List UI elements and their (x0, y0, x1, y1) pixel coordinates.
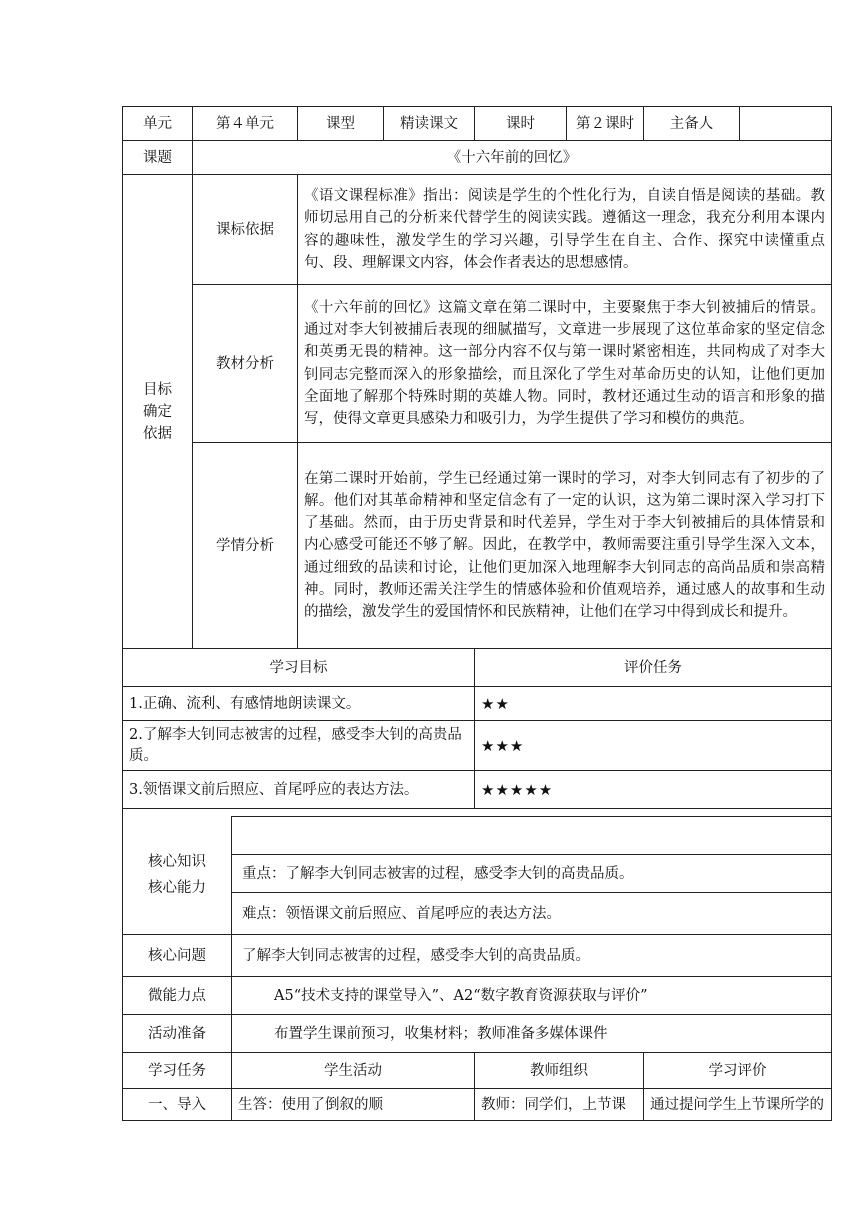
basis-text: 《语文课程标准》指出：阅读是学生的个性化行为，自读自悟是阅读的基础。教师切忌用自己的分析来代替学生的阅读实践。遵循这一理念，我充分利用本课内容的趣味性，激发学生的学习兴趣，引导学生在自主、合作、探究中读懂重点句、段、理解课文内容，体会作者表达的思想感情。 (298, 175, 832, 285)
core-row-1-value (232, 817, 832, 855)
core-label-line1: 核心知识 (148, 854, 206, 871)
key-point: 重点：了解李大钊同志被害的过程，感受李大钊的高贵品质。 (232, 855, 832, 893)
tasks-header-row (123, 1053, 832, 1089)
basis-text: 在第二课时开始前，学生已经通过第一课时的学习，对李大钊同志有了初步的了解。他们对其革命精神和坚定信念有了一定的认识，这为第二课时深入学习打下了基础。然而，由于历史背景和时代差异，学生对于李大钊被捕后的具体情景和内心感受可能还不够了解。因此，在教学中，教师需要注重引导学生深入文本，通过细致的品读和讨论，让他们更加深入地理解李大钊同志的高尚品质和崇高精神。同时，教师还需关注学生的情感体验和价值观培养，通过感人的故事和生动的描绘，激发学生的爱国情怀和民族精神，让他们在学习中得到成长和提升。 (298, 443, 832, 649)
tasks-header-student: 学生活动 (232, 1053, 475, 1089)
basis-sub-label: 教材分析 (193, 285, 298, 443)
preparer-value (740, 107, 832, 141)
objective-stars: ★★★★★ (475, 771, 832, 809)
preparation-row (123, 1015, 832, 1053)
preparer-label: 主备人 (644, 107, 740, 141)
unit-label: 单元 (123, 107, 193, 141)
objective-stars: ★★★ (475, 721, 832, 771)
objective-goal: 1.正确、流利、有感情地朗读课文。 (123, 687, 475, 721)
task-teacher: 教师：同学们，上节课 (475, 1089, 644, 1121)
period-label: 课时 (475, 107, 567, 141)
basis-row-material (123, 285, 832, 443)
tasks-header-task: 学习任务 (123, 1053, 232, 1089)
basis-text: 《十六年前的回忆》这篇文章在第二课时中，主要聚焦于李大钊被捕后的情景。通过对李大钊被捕后表现的细腻描写，文章进一步展现了这位革命家的坚定信念和英勇无畏的精神。这一部分内容不仅与第一课时紧密相连，共同构成了对李大钊同志完整而深入的形象描绘，而且深化了学生对革命历史的认知，让他们更加全面地了解那个特殊时期的英雄人物。同时，教材还通过生动的语言和形象的描写，使得文章更具感染力和吸引力，为学生提供了学习和模仿的典范。 (298, 285, 832, 443)
spacer-row (123, 809, 832, 817)
core-question-value: 了解李大钊同志被害的过程，感受李大钊的高贵品质。 (232, 935, 832, 977)
core-question-row (123, 935, 832, 977)
task-student: 生答：使用了倒叙的顺 (232, 1089, 475, 1121)
tasks-header-eval: 学习评价 (644, 1053, 832, 1089)
objective-row (123, 771, 832, 809)
objective-row (123, 721, 832, 771)
topic-row (123, 141, 832, 175)
objective-goal: 2.了解李大钊同志被害的过程，感受李大钊的高贵品质。 (123, 721, 475, 771)
eval-header: 评价任务 (475, 649, 832, 687)
topic-label: 课题 (123, 141, 193, 175)
period-value: 第２课时 (567, 107, 644, 141)
objective-goal: 3.领悟课文前后照应、首尾呼应的表达方法。 (123, 771, 475, 809)
preparation-value: 布置学生课前预习，收集材料；教师准备多媒体课件 (232, 1015, 832, 1053)
core-row-1 (123, 817, 832, 855)
goal-header: 学习目标 (123, 649, 475, 687)
objective-stars: ★★ (475, 687, 832, 721)
core-label (123, 817, 232, 935)
tasks-row (123, 1089, 832, 1121)
micro-ability-label: 微能力点 (123, 977, 232, 1015)
micro-ability-row (123, 977, 832, 1015)
task-name: 一、导入 (123, 1089, 232, 1121)
tasks-header-teacher: 教师组织 (475, 1053, 644, 1089)
objective-row (123, 687, 832, 721)
core-question-label: 核心问题 (123, 935, 232, 977)
unit-value: 第４单元 (193, 107, 298, 141)
basis-label-text: 目标确定依据 (142, 381, 172, 442)
micro-ability-value: A5“技术支持的课堂导入”、A2“数字教育资源获取与评价” (232, 977, 832, 1015)
preparation-label: 活动准备 (123, 1015, 232, 1053)
basis-sub-label: 学情分析 (193, 443, 298, 649)
basis-row-curriculum (123, 175, 832, 285)
basis-sub-label: 课标依据 (193, 175, 298, 285)
objectives-header-row (123, 649, 832, 687)
task-eval: 通过提问学生上节课所学的 (644, 1089, 832, 1121)
basis-label (123, 175, 193, 649)
header-row (123, 107, 832, 141)
lesson-plan-table (122, 106, 832, 1121)
core-label-line2: 核心能力 (148, 880, 206, 897)
difficult-point: 难点：领悟课文前后照应、首尾呼应的表达方法。 (232, 893, 832, 935)
basis-row-students (123, 443, 832, 649)
type-value: 精读课文 (384, 107, 475, 141)
topic-value: 《十六年前的回忆》 (193, 141, 832, 175)
type-label: 课型 (298, 107, 384, 141)
spacer-cell (123, 809, 832, 817)
